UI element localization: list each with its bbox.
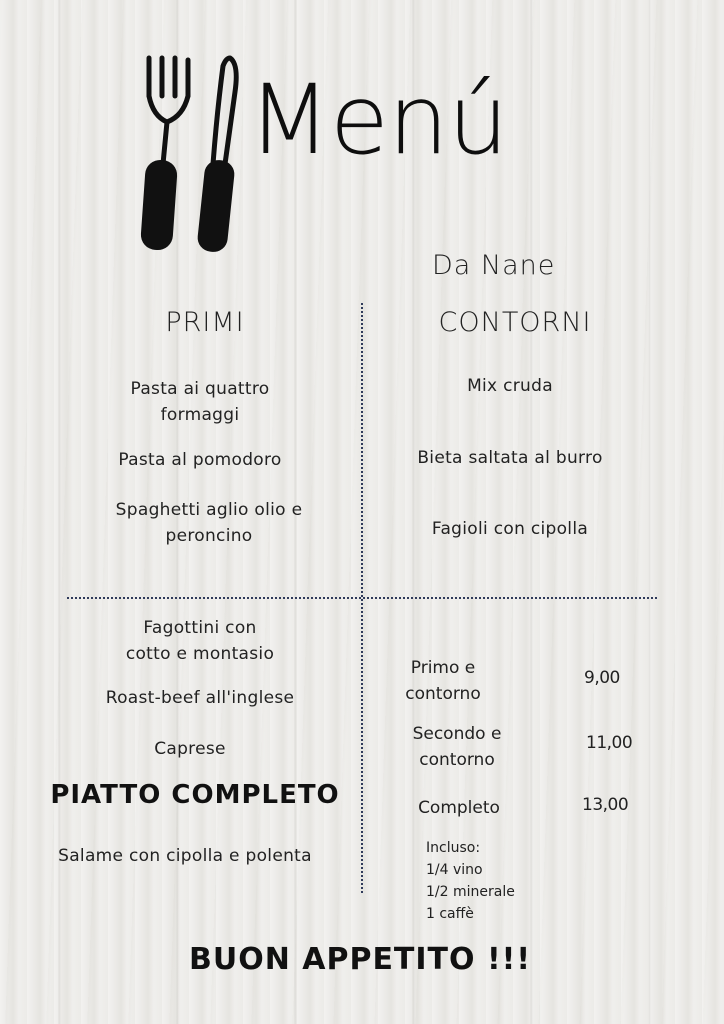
price-label: Primo e contorno [405,658,481,704]
price-label: Secondo e contorno [412,724,502,770]
included-item: 1/2 minerale [426,884,515,900]
secondi-item: Caprese [154,739,226,759]
restaurant-name: Da Nane [432,250,556,281]
primi-heading: PRIMI [165,307,245,338]
included-item: 1 caffè [426,906,474,922]
primi-item: Pasta al pomodoro [118,450,282,470]
horizontal-divider [67,597,657,599]
secondi-item: Roast-beef all'inglese [105,688,295,708]
included-heading: Incluso: [426,840,481,856]
primi-item: Pasta ai quattro formaggi [130,379,270,425]
piatto-completo-item: Salame con cipolla e polenta [58,846,312,866]
contorni-heading: CONTORNI [438,307,592,338]
footer-text: BUON APPETITO !!! [188,942,532,977]
price-value: 13,00 [582,795,629,815]
price-value: 11,00 [586,733,633,753]
piatto-completo-heading: PIATTO COMPLETO [50,780,340,810]
contorni-item: Fagioli con cipolla [431,519,589,539]
primi-item: Spaghetti aglio olio e peroncino [115,500,303,546]
price-label: Completo [418,798,500,818]
price-value: 9,00 [584,668,620,688]
fork-knife-icon [133,52,243,254]
page-title: Menú [248,64,508,176]
secondi-item: Fagottini con cotto e montasio [125,618,275,664]
contorni-item: Mix cruda [467,376,553,396]
contorni-item: Bieta saltata al burro [417,448,603,468]
included-item: 1/4 vino [426,862,483,878]
